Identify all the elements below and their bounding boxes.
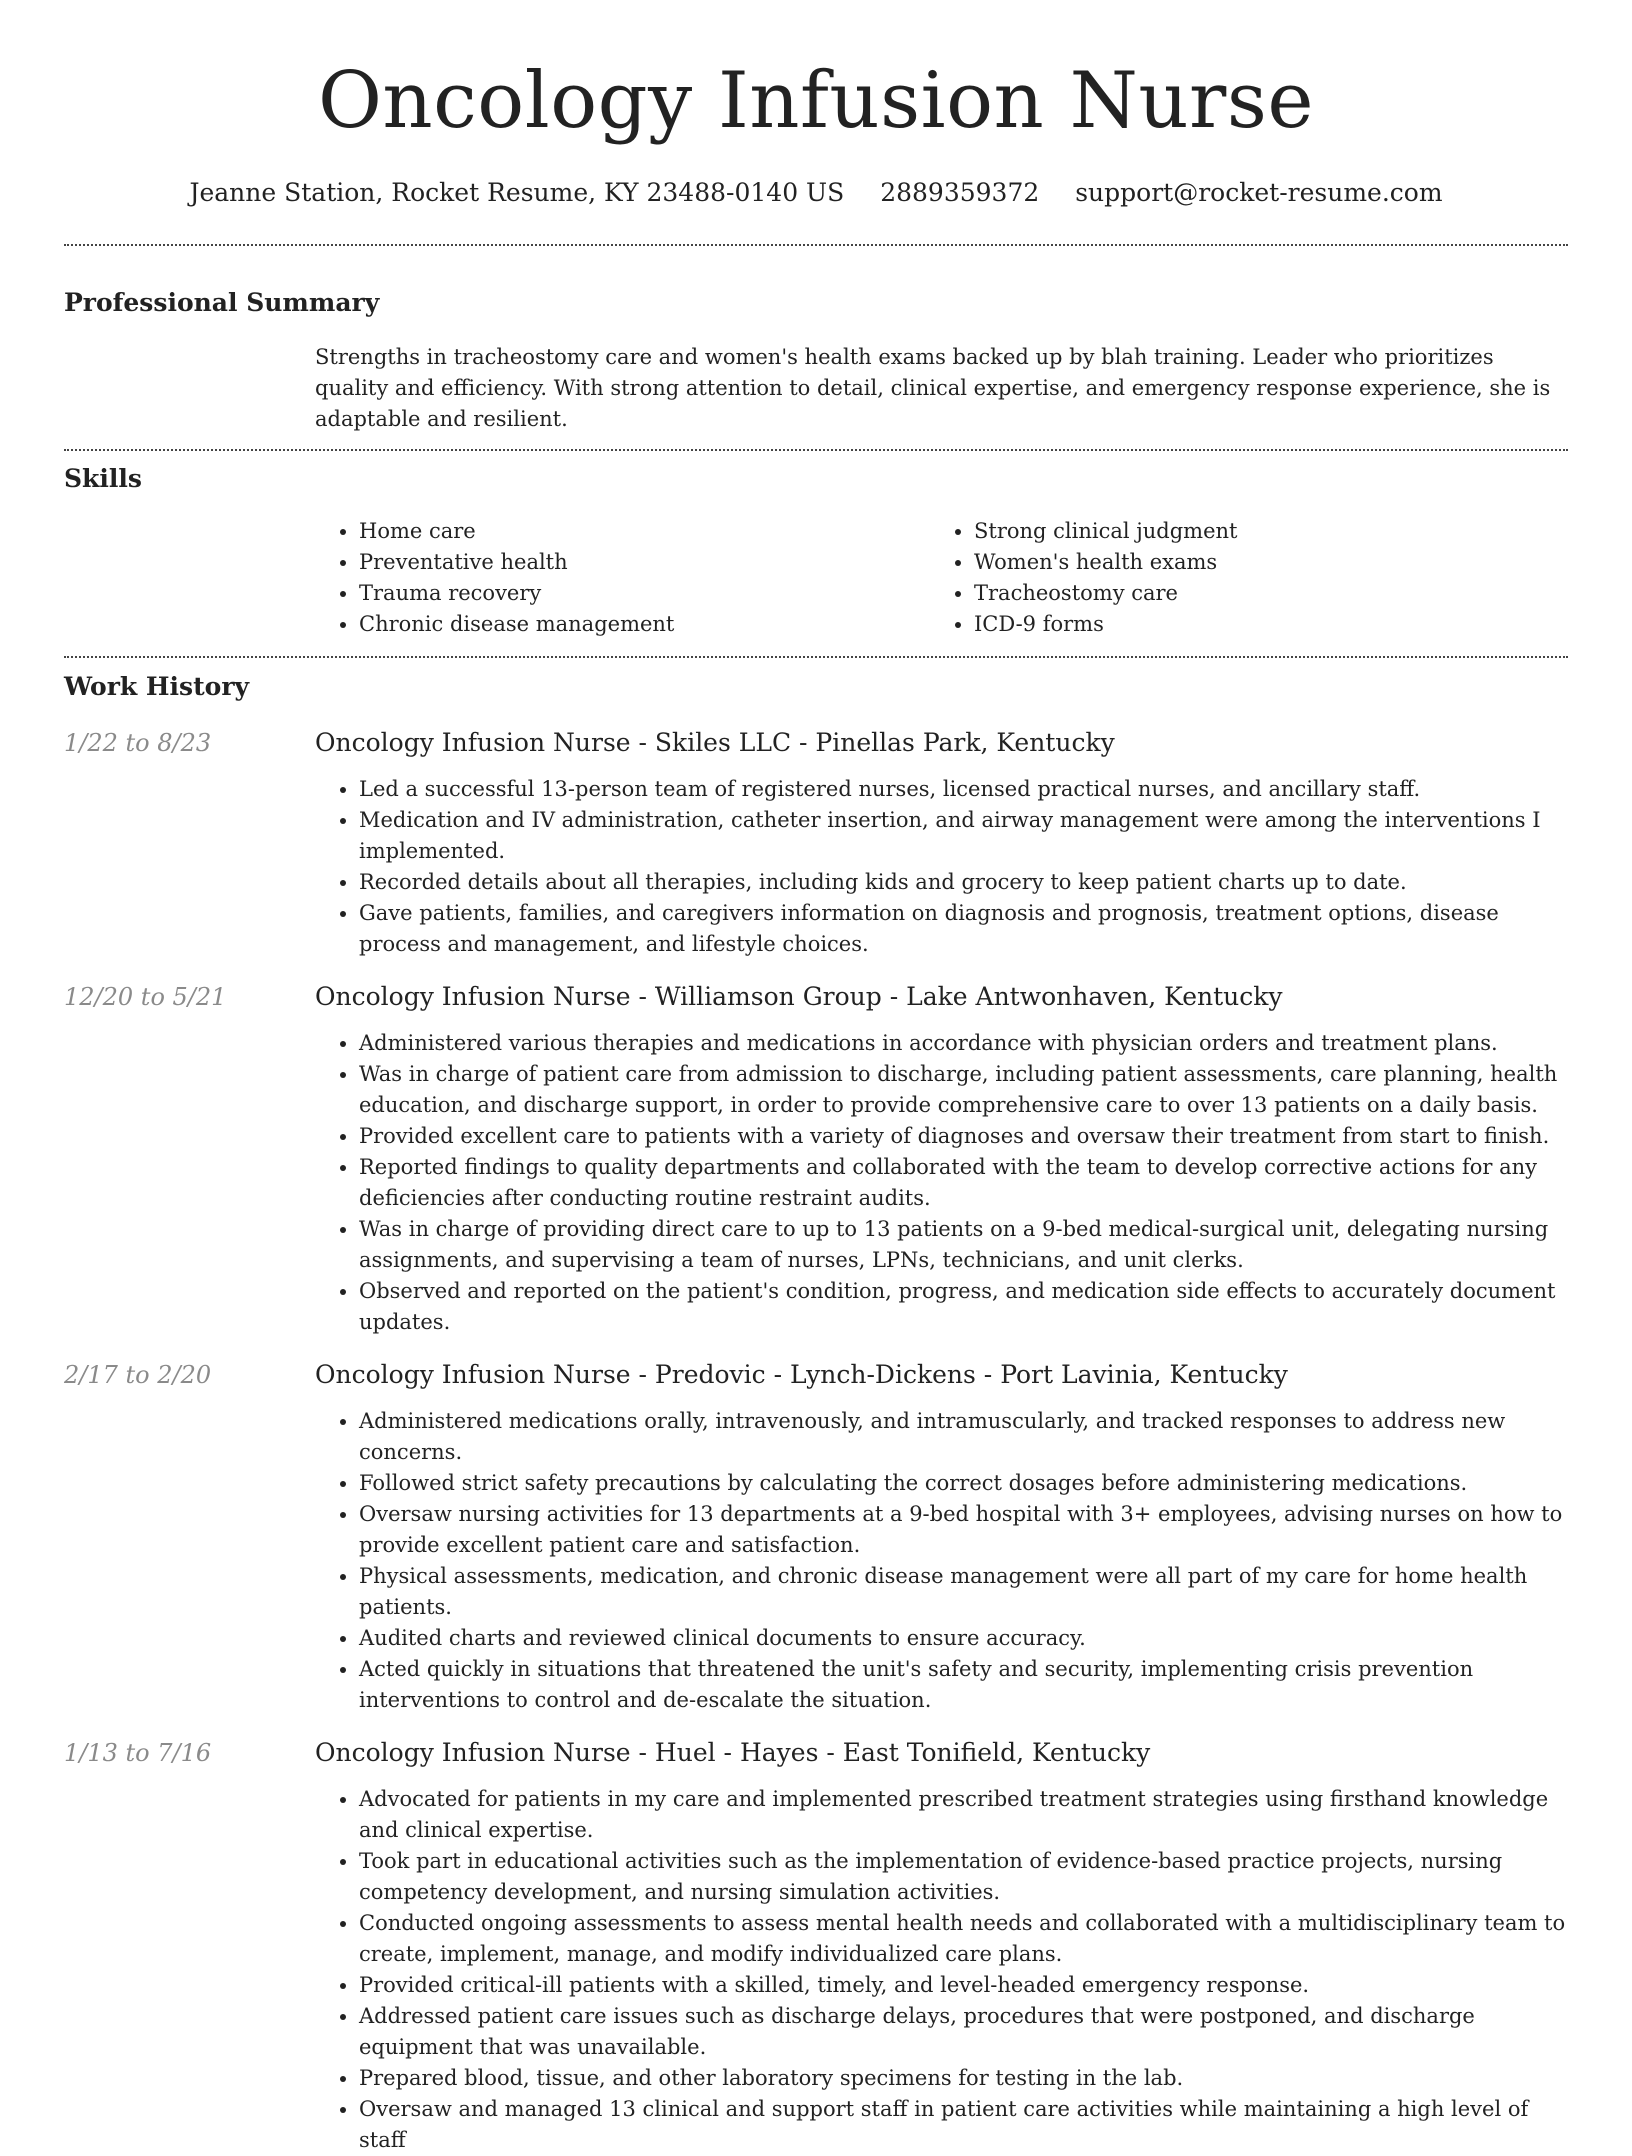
job-title: Oncology Infusion Nurse - Predovic - Lynch-Dickens - Port Lavinia, Kentucky: [315, 1360, 1288, 1389]
skill-item: • Chronic disease management: [359, 609, 930, 640]
job-bullet: • Medication and IV administration, catheter insertion, and airway management were among the interventions I implemented.: [359, 805, 1568, 867]
job-bullet: • Administered medications orally, intravenously, and intramuscularly, and tracked responses to address new concerns.: [359, 1406, 1568, 1468]
section-divider: [64, 656, 1568, 658]
job-details: [315, 1736, 1568, 2156]
job-entry: [64, 1358, 1568, 1716]
job-bullet: • Prepared blood, tissue, and other laboratory specimens for testing in the lab.: [359, 2063, 1568, 2094]
skills-list-left: [315, 516, 930, 640]
job-details: [315, 1358, 1568, 1716]
job-dates: 1/22 to 8/23: [64, 729, 212, 757]
work-history-section: [64, 670, 1568, 2156]
job-bullet: • Reported findings to quality departments and collaborated with the team to develop corrective actions for any deficiencies after conducting routine restraint audits.: [359, 1152, 1568, 1214]
skill-item: • Trauma recovery: [359, 578, 930, 609]
job-bullets: [315, 1784, 1568, 2156]
contact-email: support@rocket-resume.com: [1075, 178, 1443, 207]
skill-item: • Women's health exams: [974, 547, 1568, 578]
job-bullet: • Observed and reported on the patient's condition, progress, and medication side effects to accurately document updates.: [359, 1276, 1568, 1338]
resume-header: [64, 0, 1568, 210]
job-bullet: • Conducted ongoing assessments to assess mental health needs and collaborated with a multidisciplinary team to create, implement, manage, and modify individualized care plans.: [359, 1908, 1568, 1970]
job-bullet: • Physical assessments, medication, and chronic disease management were all part of my care for home health patients.: [359, 1561, 1568, 1623]
job-details: [315, 980, 1568, 1338]
job-bullet: • Audited charts and reviewed clinical documents to ensure accuracy.: [359, 1623, 1568, 1654]
job-bullet: • Oversaw and managed 13 clinical and support staff in patient care activities while maintaining a high level of staff: [359, 2094, 1568, 2156]
job-bullet: • Provided excellent care to patients with a variety of diagnoses and oversaw their treatment from start to finish.: [359, 1121, 1568, 1152]
job-bullet: • Followed strict safety precautions by calculating the correct dosages before administering medications.: [359, 1468, 1568, 1499]
section-divider: [64, 449, 1568, 451]
job-title: Oncology Infusion Nurse - Williamson Group - Lake Antwonhaven, Kentucky: [315, 982, 1283, 1011]
job-title: Oncology Infusion Nurse - Huel - Hayes - East Tonifield, Kentucky: [315, 1738, 1151, 1767]
skills-list-right: [930, 516, 1568, 640]
candidate-name: Oncology Infusion Nurse: [317, 56, 1315, 146]
job-bullet: • Led a successful 13-person team of registered nurses, licensed practical nurses, and ancillary staff.: [359, 774, 1568, 805]
job-bullet: • Was in charge of patient care from admission to discharge, including patient assessments, care planning, health education, and discharge support, in order to provide comprehensive care to over 13 patients on a daily basis.: [359, 1059, 1568, 1121]
job-bullet: • Took part in educational activities such as the implementation of evidence-based practice projects, nursing competency development, and nursing simulation activities.: [359, 1846, 1568, 1908]
job-bullet: • Advocated for patients in my care and implemented prescribed treatment strategies using firsthand knowledge and clinical expertise.: [359, 1784, 1568, 1846]
job-bullet: • Recorded details about all therapies, including kids and grocery to keep patient charts up to date.: [359, 867, 1568, 898]
skills-section: [64, 462, 1568, 656]
job-dates: 2/17 to 2/20: [64, 1361, 212, 1389]
job-entry: [64, 726, 1568, 960]
job-bullets: [315, 774, 1568, 960]
job-dates: 1/13 to 7/16: [64, 1739, 212, 1767]
job-bullet: • Provided critical-ill patients with a skilled, timely, and level-headed emergency response.: [359, 1970, 1568, 2001]
work-history-heading: Work History: [64, 672, 250, 701]
skill-item: • Tracheostomy care: [974, 578, 1568, 609]
skill-item: • ICD-9 forms: [974, 609, 1568, 640]
summary-text: Strengths in tracheostomy care and women's health exams backed up by blah training. Leader who prioritizes quality and efficiency. With strong attention to detail, clinical expertise, and emergency response experience, she is adaptable and resilient.: [315, 345, 1551, 431]
job-bullet: • Addressed patient care issues such as discharge delays, procedures that were postponed, and discharge equipment that was unavailable.: [359, 2001, 1568, 2063]
job-dates: 12/20 to 5/21: [64, 983, 227, 1011]
job-title: Oncology Infusion Nurse - Skiles LLC - Pinellas Park, Kentucky: [315, 728, 1115, 757]
skill-item: • Home care: [359, 516, 930, 547]
contact-line: [64, 176, 1568, 210]
contact-address: Jeanne Station, Rocket Resume, KY 23488-0140 US: [189, 178, 845, 207]
summary-heading: Professional Summary: [64, 288, 380, 317]
job-bullet: • Administered various therapies and medications in accordance with physician orders and treatment plans.: [359, 1028, 1568, 1059]
job-bullet: • Was in charge of providing direct care to up to 13 patients on a 9-bed medical-surgical unit, delegating nursing assignments, and supervising a team of nurses, LPNs, technicians, and unit clerks.: [359, 1214, 1568, 1276]
summary-section: [64, 286, 1568, 449]
section-divider: [64, 244, 1568, 246]
job-bullet: • Acted quickly in situations that threatened the unit's safety and security, implementing crisis prevention interventions to control and de-escalate the situation.: [359, 1654, 1568, 1716]
skills-grid: [315, 516, 1568, 656]
job-bullet: • Gave patients, families, and caregivers information on diagnosis and prognosis, treatment options, disease process and management, and lifestyle choices.: [359, 898, 1568, 960]
contact-phone: 2889359372: [880, 178, 1040, 207]
job-entry: [64, 1736, 1568, 2156]
job-bullets: [315, 1406, 1568, 1716]
job-bullet: • Oversaw nursing activities for 13 departments at a 9-bed hospital with 3+ employees, advising nurses on how to provide excellent patient care and satisfaction.: [359, 1499, 1568, 1561]
job-bullets: [315, 1028, 1568, 1338]
skills-heading: Skills: [64, 464, 142, 493]
skill-item: • Strong clinical judgment: [974, 516, 1568, 547]
job-details: [315, 726, 1568, 960]
job-entry: [64, 980, 1568, 1338]
skill-item: • Preventative health: [359, 547, 930, 578]
